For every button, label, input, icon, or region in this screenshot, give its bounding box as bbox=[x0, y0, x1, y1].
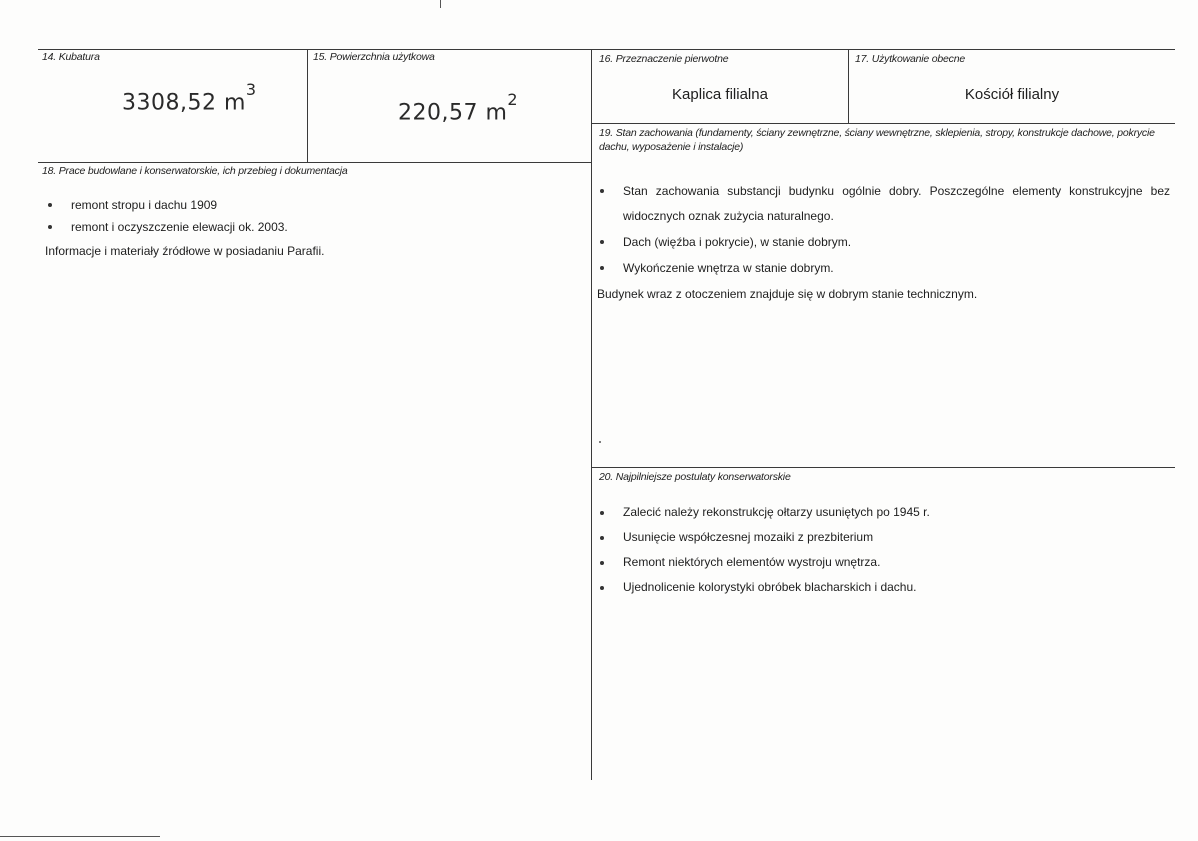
field-14-number: 3308,52 m bbox=[122, 90, 246, 116]
tick-top bbox=[440, 0, 441, 8]
field-18-note: Informacje i materiały źródłowe w posiadaniu Parafii. bbox=[45, 244, 325, 258]
rule-below-14-15 bbox=[38, 162, 592, 163]
field-18-label: 18. Prace budowlane i konserwatorskie, ich przebieg i dokumentacja bbox=[42, 165, 348, 177]
field-17-label: 17. Użytkowanie obecne bbox=[855, 53, 966, 65]
field-14-value bbox=[122, 80, 257, 116]
field-19-label: 19. Stan zachowania (fundamenty, ściany zewnętrzne, ściany wewnętrzne, sklepienia, stropy, konstrukcje dachowe, pokrycie dachu, wyposażenie i instalacje) bbox=[599, 127, 1155, 153]
field-16-value: Kaplica filialna bbox=[672, 86, 768, 103]
list-item: Usunięcie współczesnej mozaiki z prezbiterium bbox=[597, 525, 1157, 550]
list-item: Remont niektórych elementów wystroju wnętrza. bbox=[597, 550, 1157, 575]
field-20-list bbox=[597, 500, 1157, 600]
field-19-note: Budynek wraz z otoczeniem znajduje się w dobrym stanie technicznym. bbox=[597, 287, 978, 301]
rule-below-16-17 bbox=[592, 123, 1175, 124]
stray-dot bbox=[599, 441, 601, 443]
field-15-label: 15. Powierzchnia użytkowa bbox=[313, 51, 435, 63]
field-16-label: 16. Przeznaczenie pierwotne bbox=[599, 53, 729, 65]
divider-14-15 bbox=[307, 49, 308, 162]
list-item: remont i oczyszczenie elewacji ok. 2003. bbox=[45, 216, 565, 238]
list-item-continuation: widocznych oznak zużycia naturalnego. bbox=[623, 209, 834, 223]
list-item: Zalecić należy rekonstrukcję ołtarzy usuniętych po 1945 r. bbox=[597, 500, 1157, 525]
list-item: remont stropu i dachu 1909 bbox=[45, 194, 565, 216]
list-item: Wykończenie wnętrza w stanie dobrym. bbox=[597, 255, 1170, 281]
list-item: Dach (więźba i pokrycie), w stanie dobrym. bbox=[597, 229, 1170, 255]
field-17-value: Kościół filialny bbox=[964, 86, 1060, 103]
field-15-exponent: 2 bbox=[507, 90, 519, 109]
field-19-list bbox=[597, 178, 1170, 281]
rule-above-20 bbox=[592, 467, 1175, 468]
field-14-exponent: 3 bbox=[245, 80, 257, 99]
field-14-label: 14. Kubatura bbox=[42, 51, 100, 63]
field-15-number: 220,57 m bbox=[398, 100, 508, 126]
field-15-value bbox=[398, 90, 519, 126]
main-divider bbox=[591, 49, 592, 780]
bottom-edge bbox=[0, 836, 160, 837]
field-20-label: 20. Najpilniejsze postulaty konserwatorskie bbox=[599, 471, 791, 483]
field-18-list bbox=[45, 194, 565, 238]
top-rule bbox=[38, 49, 1175, 50]
list-item: Ujednolicenie kolorystyki obróbek blacharskich i dachu. bbox=[597, 575, 1157, 600]
list-item: Stan zachowania substancji budynku ogólnie dobry. Poszczególne elementy konstrukcyjne bez bbox=[597, 178, 1170, 204]
